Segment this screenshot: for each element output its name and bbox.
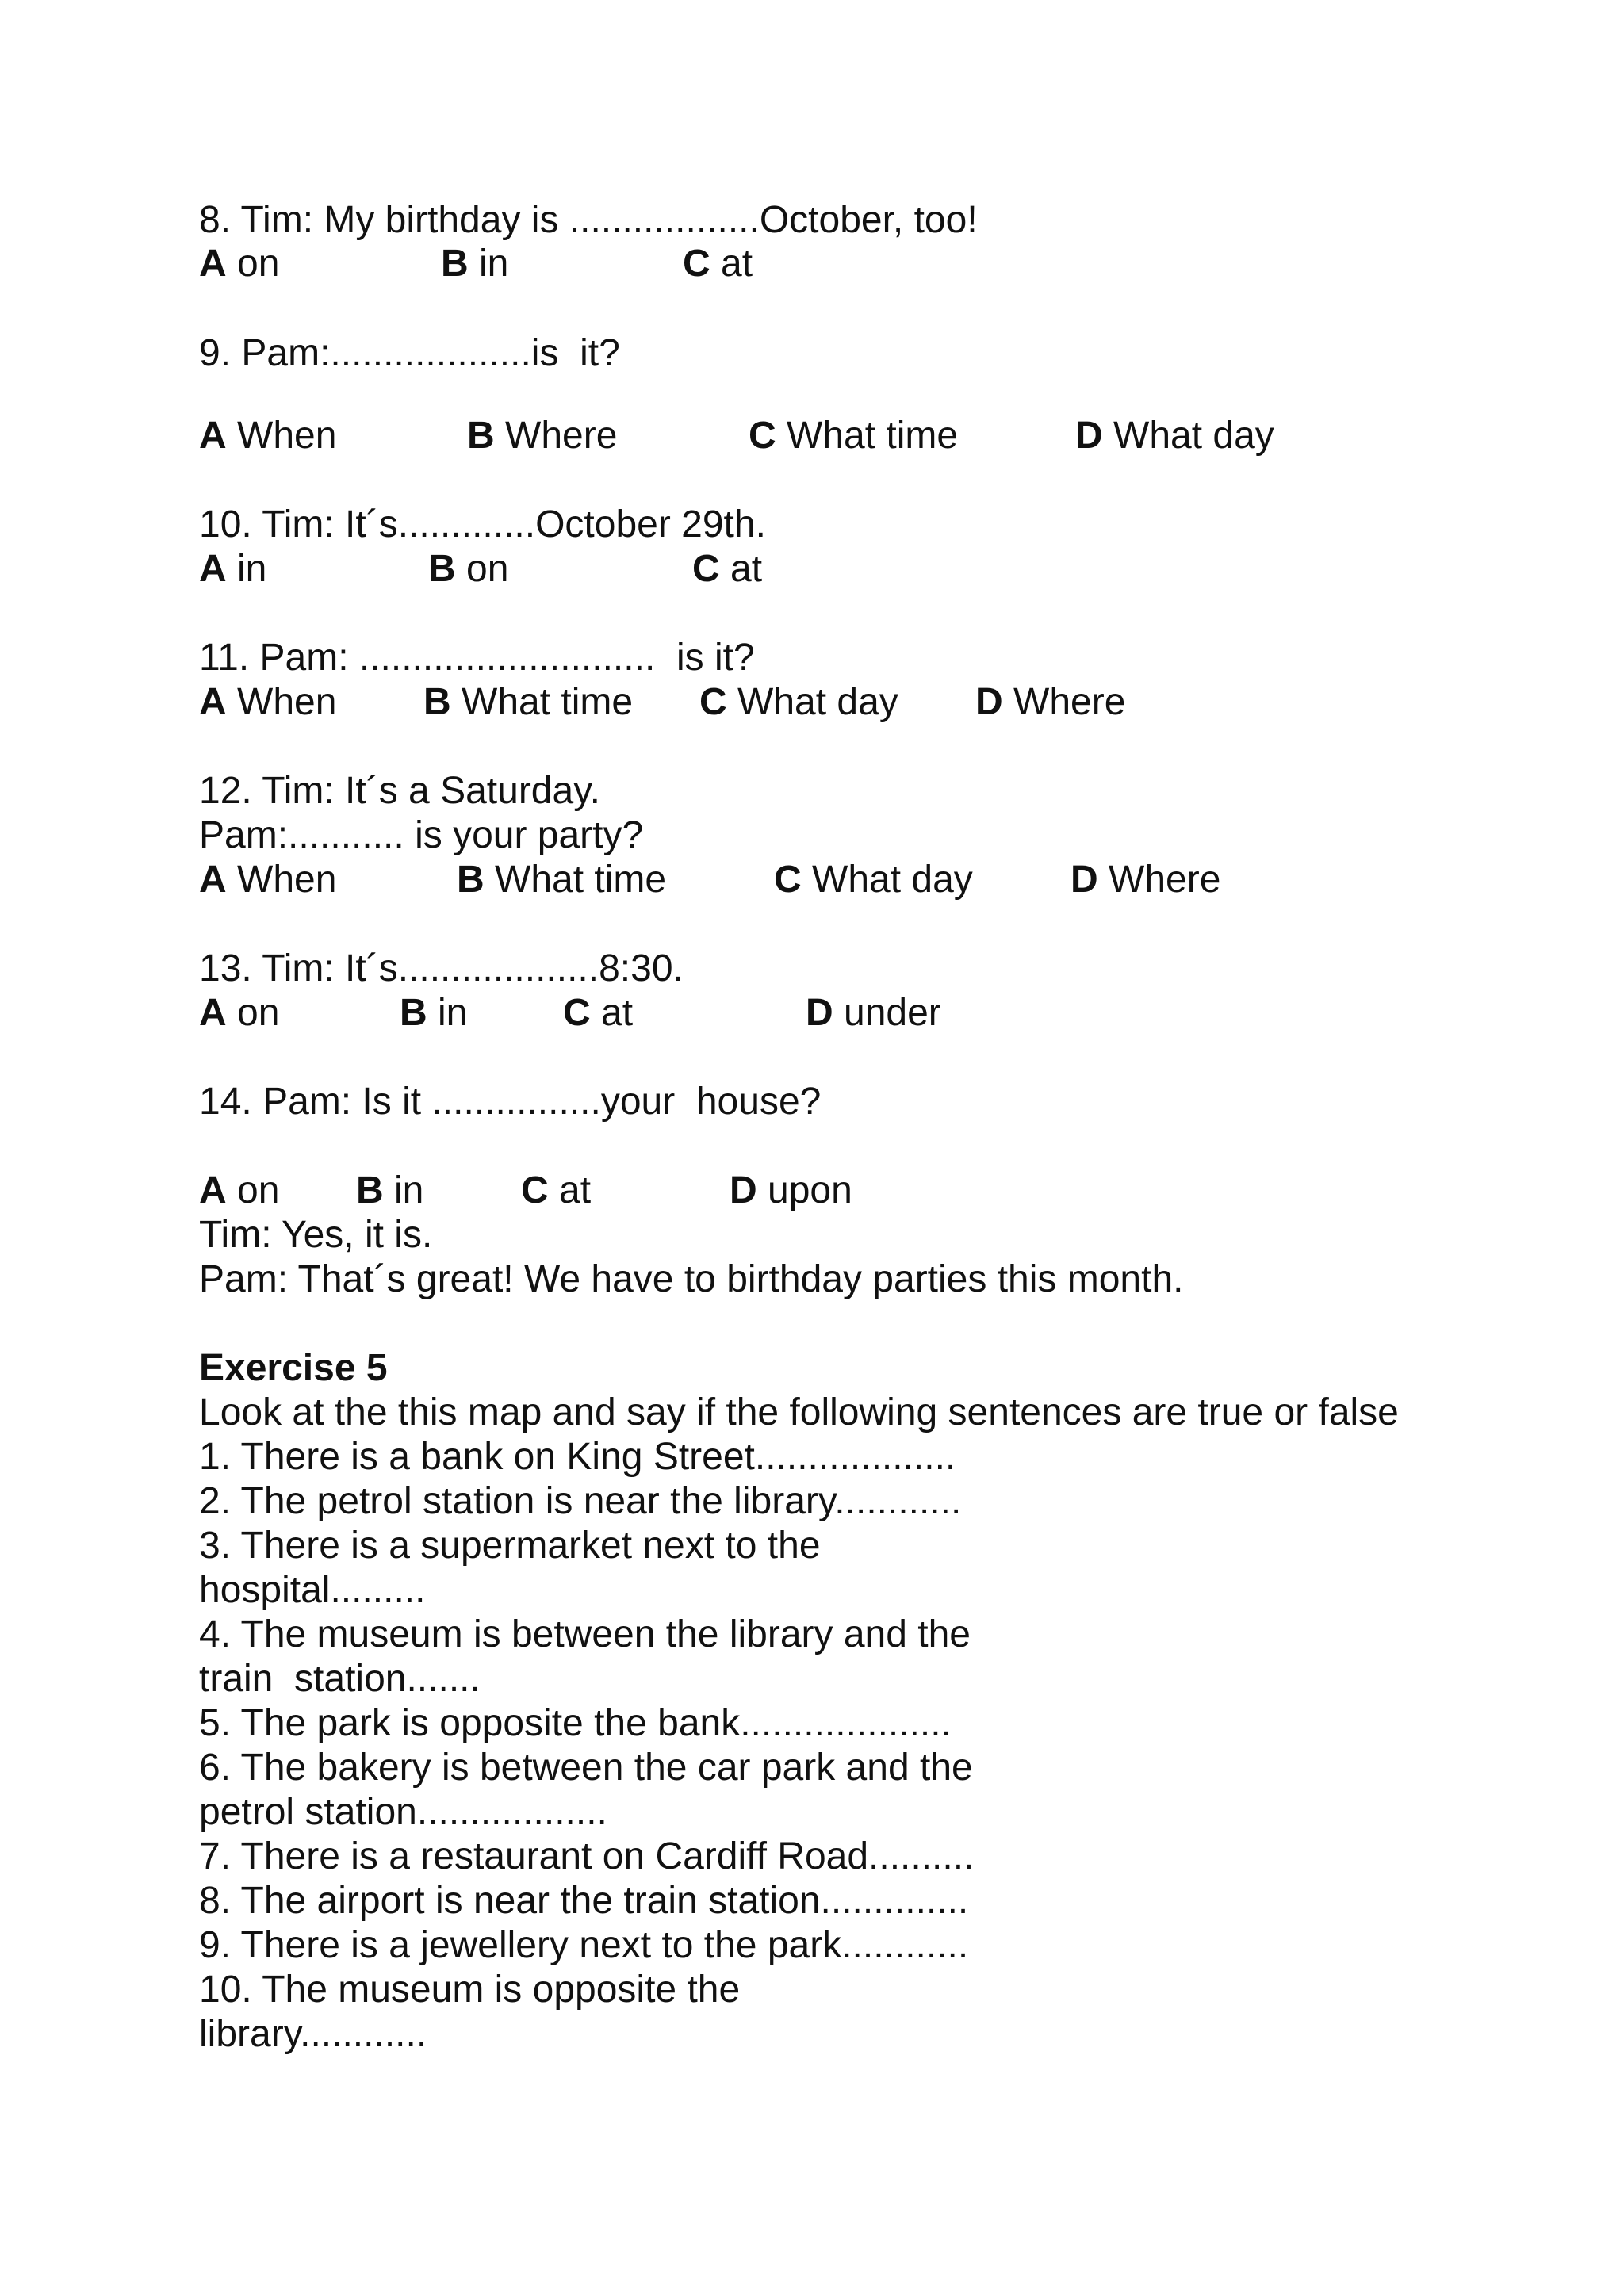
question-8: 8. Tim: My birthday is ..................October, too!: [199, 199, 978, 241]
q12-option-a: A When: [199, 859, 337, 901]
q13-option-b: B in: [400, 992, 468, 1034]
exercise-5-instruction: Look at the this map and say if the following sentences are true or false: [199, 1391, 1399, 1433]
exercise-5-line: 10. The museum is opposite the: [199, 1969, 741, 2011]
question-13: 13. Tim: It´s...................8:30.: [199, 947, 684, 989]
exercise-5-line: 2. The petrol station is near the library............: [199, 1480, 962, 1522]
question-12: 12. Tim: It´s a Saturday.: [199, 770, 600, 812]
q8-option-c: C at: [683, 243, 753, 285]
exercise-5-line: 9. There is a jewellery next to the park............: [199, 1924, 969, 1966]
exercise-5-line: 3. There is a supermarket next to the: [199, 1525, 821, 1567]
q12-option-c: C What day: [774, 859, 973, 901]
q10-option-c: C at: [692, 548, 763, 590]
q13-option-a: A on: [199, 992, 280, 1034]
q9-option-d: D What day: [1075, 415, 1274, 457]
exercise-5-line: library............: [199, 2013, 427, 2055]
exercise-5-line: 1. There is a bank on King Street...................: [199, 1436, 956, 1478]
question-9: 9. Pam:...................is it?: [199, 332, 620, 374]
q11-option-c: C What day: [699, 681, 898, 723]
q14-option-c: C at: [521, 1169, 592, 1211]
q9-option-a: A When: [199, 415, 337, 457]
q10-option-a: A in: [199, 548, 267, 590]
question-11: 11. Pam: ............................ is it?: [199, 637, 755, 679]
exercise-5-line: 5. The park is opposite the bank....................: [199, 1702, 952, 1744]
q12-option-b: B What time: [457, 859, 667, 901]
dialogue-line-1: Tim: Yes, it is.: [199, 1214, 433, 1256]
exercise-5-line: petrol station..................: [199, 1791, 607, 1833]
q11-option-a: A When: [199, 681, 337, 723]
q8-option-b: B in: [441, 243, 509, 285]
exercise-5-title: Exercise 5: [199, 1347, 388, 1389]
exercise-5-line: 6. The bakery is between the car park and the: [199, 1747, 973, 1789]
dialogue-line-2: Pam: That´s great! We have to birthday parties this month.: [199, 1258, 1184, 1300]
q11-option-b: B What time: [423, 681, 634, 723]
exercise-5-line: train station.......: [199, 1658, 481, 1700]
q10-option-b: B on: [428, 548, 509, 590]
q14-option-b: B in: [356, 1169, 424, 1211]
q13-option-c: C at: [563, 992, 634, 1034]
exercise-5-line: 4. The museum is between the library and the: [199, 1613, 971, 1655]
question-10: 10. Tim: It´s.............October 29th.: [199, 503, 766, 545]
exercise-5-line: 7. There is a restaurant on Cardiff Road..........: [199, 1835, 975, 1877]
q12-option-d: D Where: [1071, 859, 1221, 901]
q11-option-d: D Where: [975, 681, 1126, 723]
exercise-5-line: hospital.........: [199, 1569, 426, 1611]
q8-option-a: A on: [199, 243, 280, 285]
q9-option-c: C What time: [749, 415, 959, 457]
q14-option-a: A on: [199, 1169, 280, 1211]
question-12-followup: Pam:........... is your party?: [199, 814, 644, 856]
exercise-5-line: 8. The airport is near the train station..............: [199, 1880, 969, 1922]
q13-option-d: D under: [806, 992, 941, 1034]
q9-option-b: B Where: [467, 415, 618, 457]
q14-option-d: D upon: [730, 1169, 852, 1211]
question-14: 14. Pam: Is it ................your house?: [199, 1081, 822, 1123]
